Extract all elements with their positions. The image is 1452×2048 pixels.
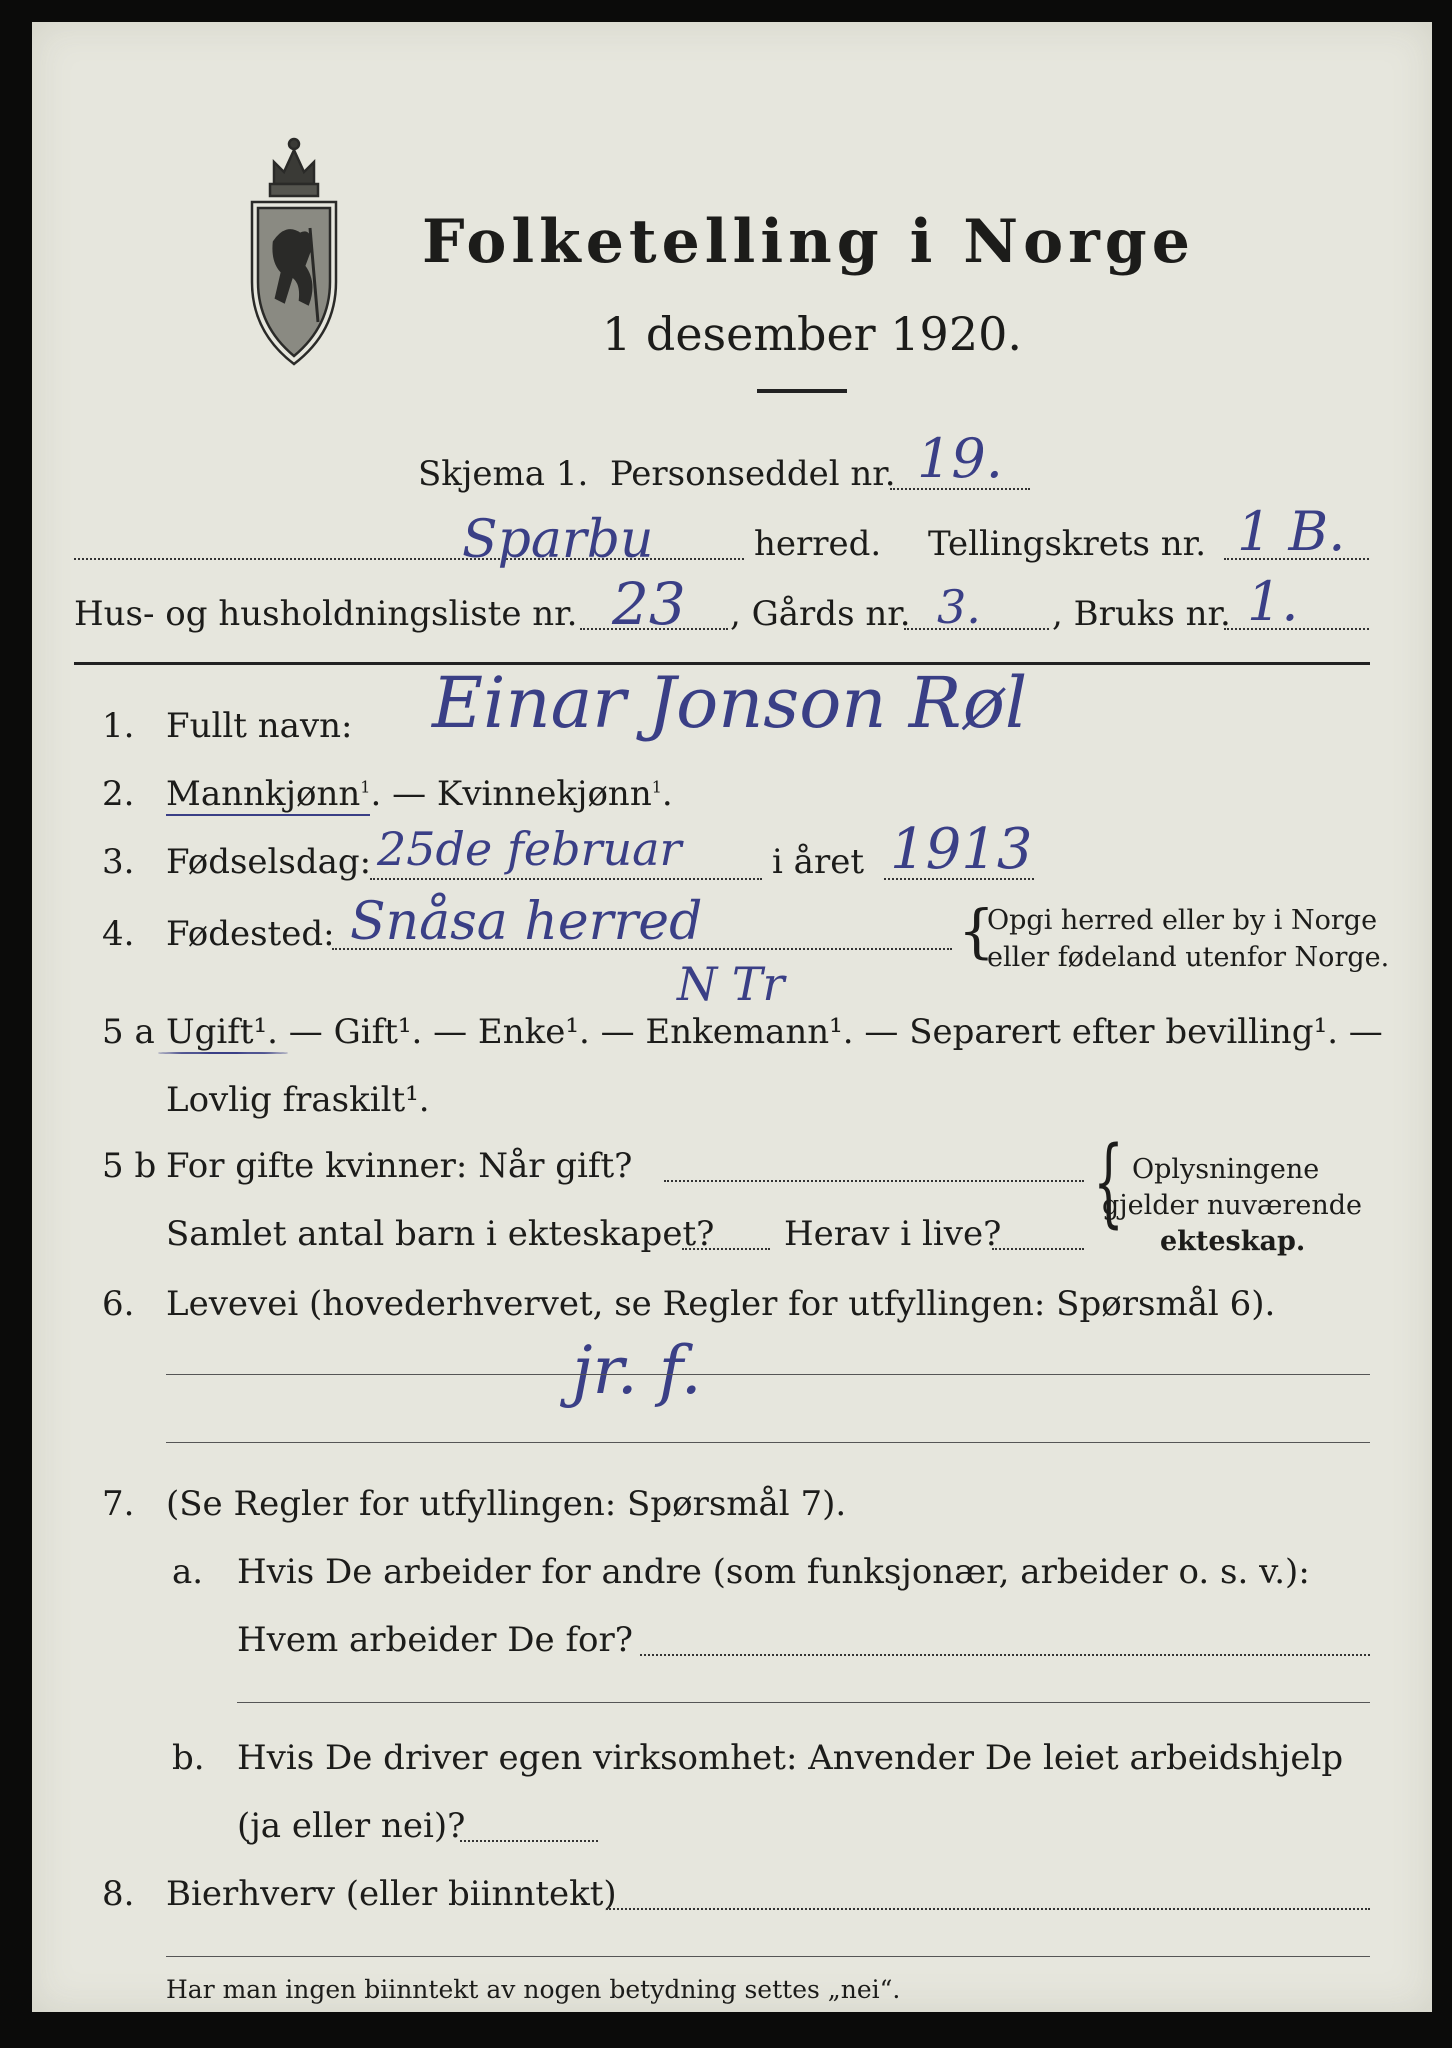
side-income-dotted-line[interactable]: [606, 1908, 1370, 1910]
birthplace-note-line2: eller fødeland utenfor Norge.: [987, 942, 1390, 973]
married-when-dotted-line[interactable]: [664, 1180, 1084, 1182]
herred-value[interactable]: Sparbu: [462, 510, 654, 570]
q6-number: 6.: [102, 1284, 135, 1324]
full-name-value[interactable]: Einar Jonson Røl: [432, 662, 1028, 744]
marital-status-line2[interactable]: Lovlig fraskilt¹.: [166, 1080, 430, 1120]
q7b-line1: Hvis De driver egen virksomhet: Anvender De leiet arbeidshjelp: [237, 1738, 1344, 1778]
footer-note: Har man ingen biinntekt av nogen betydning settes „nei“.: [166, 1975, 901, 2004]
occupation-value[interactable]: jr. f.: [572, 1332, 702, 1409]
gards-label: , Gårds nr.: [730, 594, 911, 634]
q7a-line2: Hvem arbeider De for?: [237, 1620, 633, 1660]
birth-year-value[interactable]: 1913: [890, 817, 1033, 882]
schema-label: Skjema 1. Personseddel nr.: [418, 454, 896, 494]
marriage-note-line2: gjelder nuværende: [1102, 1190, 1362, 1221]
hired-help-dotted-line[interactable]: [460, 1840, 598, 1842]
birth-year-label: i året: [772, 842, 864, 882]
side-income-line-2[interactable]: [166, 1956, 1370, 1957]
birthplace-annotation: N Tr: [677, 957, 785, 1011]
q7-number: 7.: [102, 1484, 135, 1524]
bruks-label: , Bruks nr.: [1052, 594, 1231, 634]
q7a-number: a.: [172, 1552, 204, 1592]
q7b-number: b.: [172, 1738, 205, 1778]
personseddel-value[interactable]: 19.: [917, 427, 1003, 490]
tellingskrets-label: Tellingskrets nr.: [928, 524, 1207, 564]
employer-line-2[interactable]: [237, 1702, 1370, 1703]
gender-male-option[interactable]: Mannkjønn$^1$: [166, 774, 371, 814]
occupation-line-2: [166, 1442, 1370, 1443]
children-count-dotted-line[interactable]: [682, 1248, 770, 1250]
birthday-value[interactable]: 25de februar: [377, 822, 682, 876]
marital-status-options[interactable]: Ugift¹. — Gift¹. — Enke¹. — Enkemann¹. — Separert efter bevilling¹. —: [166, 1012, 1383, 1052]
marriage-note-brace: {: [1093, 1126, 1124, 1238]
q4-number: 4.: [102, 914, 135, 954]
q3-number: 3.: [102, 842, 135, 882]
marriage-note-line1: Oplysningene: [1132, 1154, 1320, 1185]
marital-status-underline: [158, 1052, 288, 1054]
q8-number: 8.: [102, 1874, 135, 1914]
q5b-line2b: Herav i live?: [784, 1214, 1002, 1254]
q7b-line2: (ja eller nei)?: [237, 1806, 466, 1846]
q5a-number: 5 a: [102, 1012, 155, 1052]
coat-of-arms-icon: [244, 132, 344, 372]
birthplace-note-brace: {: [958, 897, 995, 965]
gender-female-option[interactable]: Kvinnekjønn$^1$: [436, 774, 662, 814]
children-alive-dotted-line[interactable]: [992, 1248, 1084, 1250]
q8-label: Bierhverv (eller biinntekt): [166, 1874, 617, 1914]
gards-value[interactable]: 3.: [937, 580, 981, 634]
household-list-value[interactable]: 23: [612, 570, 686, 638]
page-title: Folketelling i Norge: [422, 207, 1195, 277]
census-form: [32, 22, 1432, 2012]
employer-dotted-line[interactable]: [640, 1654, 1370, 1656]
q7a-line1: Hvis De arbeider for andre (som funksjonær, arbeider o. s. v.):: [237, 1552, 1310, 1592]
q5b-number: 5 b: [102, 1146, 157, 1186]
q6-label: Levevei (hovederhvervet, se Regler for utfyllingen: Spørsmål 6).: [166, 1284, 1276, 1324]
q1-number: 1.: [102, 706, 135, 746]
occupation-line-1: [166, 1374, 1370, 1375]
q7-label: (Se Regler for utfyllingen: Spørsmål 7).: [166, 1484, 847, 1524]
herred-label: herred.: [754, 524, 882, 564]
birthplace-value[interactable]: Snåsa herred: [350, 892, 703, 952]
q1-label: Fullt navn:: [166, 706, 353, 746]
marriage-note-line3: ekteskap.: [1160, 1226, 1306, 1257]
household-list-label: Hus- og husholdningsliste nr.: [74, 594, 578, 634]
q5b-line2a: Samlet antal barn i ekteskapet?: [166, 1214, 715, 1254]
gender-options: Mannkjønn$^1$. — Kvinnekjønn$^1$.: [166, 774, 673, 814]
birthplace-note-line1: Opgi herred eller by i Norge: [987, 905, 1378, 936]
title-divider: [757, 389, 847, 393]
census-date: 1 desember 1920.: [602, 307, 1022, 361]
q4-label: Fødested:: [166, 914, 335, 954]
q3-label: Fødselsdag:: [166, 842, 372, 882]
birthday-dotted-line: [370, 878, 762, 880]
q2-number: 2.: [102, 774, 135, 814]
bruks-value[interactable]: 1.: [1247, 570, 1299, 633]
tellingskrets-value[interactable]: 1 B.: [1237, 500, 1346, 563]
q5b-line1: For gifte kvinner: Når gift?: [166, 1146, 633, 1186]
